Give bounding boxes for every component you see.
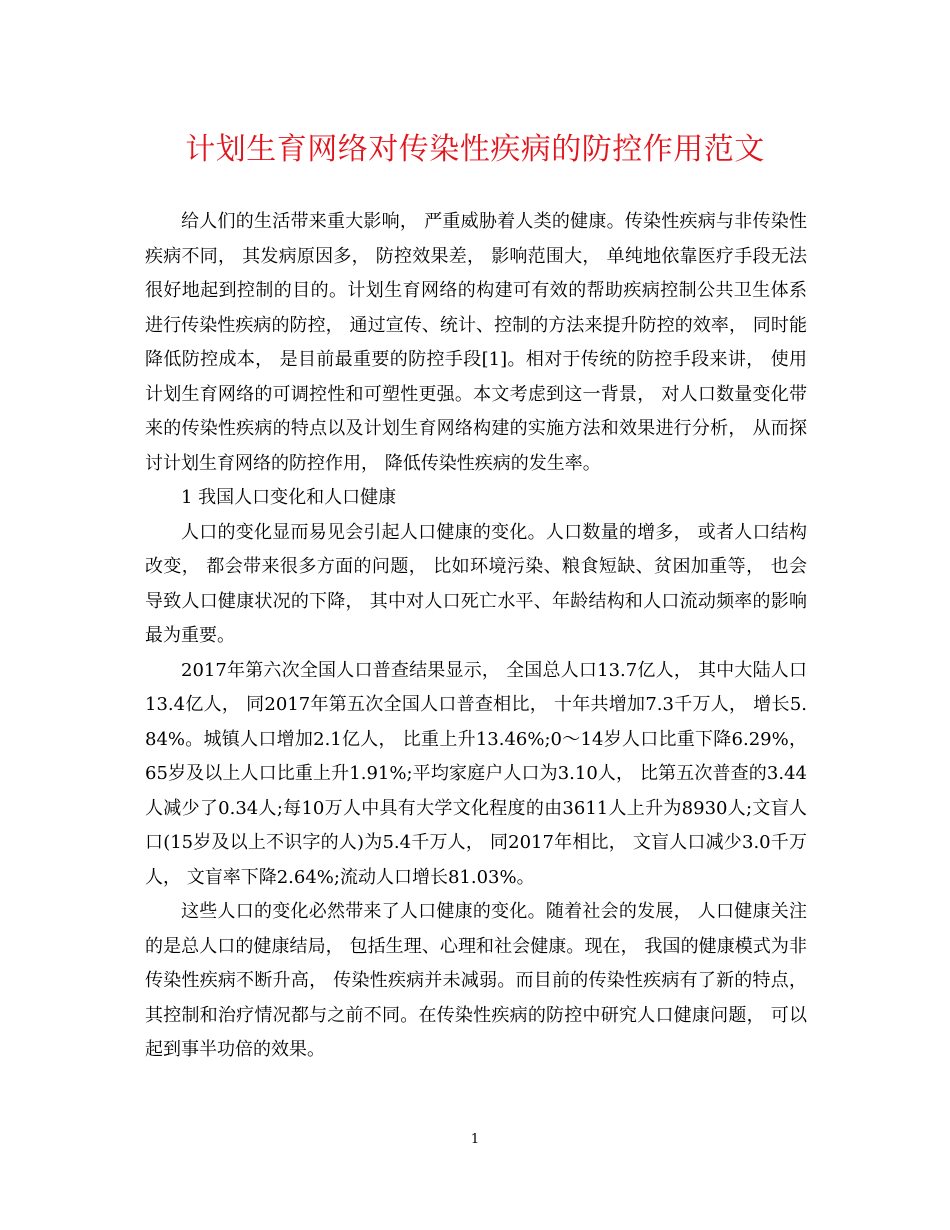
document-title: 计划生育网络对传染性疾病的防控作用范文 [185, 132, 765, 167]
section-heading: 1 我国人口变化和人口健康 [181, 487, 397, 508]
document-body [145, 205, 807, 1068]
paragraph-census-results: 2017年第六次全国人口普查结果显示， 全国总人口13.7亿人， 其中大陆人口13.4亿人， 同2017年第五次全国人口普查相比， 十年共增加7.3千万人， 增长5.84%。城镇人口增加2.1亿人， 比重上升13.46%;0～14岁人口比重下降6.29%， 65岁及以上人口比重上升1.91%;平均家庭户人口为3.10人， 比第五次普查的3.44人减少了0.34人;每10万人中具有大学文化程度的由3611人上升为8930人;文盲人口(15岁及以上不识字的人)为5.4千万人， 同2017年相比， 文盲人口减少3.0千万人， 文盲率下降2.64%;流动人口增长81.03%。 [145, 659, 807, 888]
page-number: 1 [470, 1132, 480, 1147]
paragraph-population-change: 人口的变化显而易见会引起人口健康的变化。人口数量的增多， 或者人口结构改变， 都会带来很多方面的问题， 比如环境污染、粮食短缺、贫困加重等， 也会导致人口健康状况的下降， 其中对人口死亡水平、年龄结构和人口流动频率的影响最为重要。 [145, 521, 807, 646]
paragraph-health-impact: 这些人口的变化必然带来了人口健康的变化。随着社会的发展， 人口健康关注的是总人口的健康结局， 包括生理、心理和社会健康。现在， 我国的健康模式为非传染性疾病不断升高， 传染性疾病并未减弱。而目前的传染性疾病有了新的特点， 其控制和治疗情况都与之前不同。在传染性疾病的防控中研究人口健康问题， 可以起到事半功倍的效果。 [145, 901, 807, 1060]
paragraph-intro: 给人们的生活带来重大影响， 严重威胁着人类的健康。传染性疾病与非传染性疾病不同， 其发病原因多， 防控效果差， 影响范围大， 单纯地依靠医疗手段无法很好地起到控制的目的。计划生育网络的构建可有效的帮助疾病控制公共卫生体系进行传染性疾病的防控， 通过宣传、统计、控制的方法来提升防控的效率， 同时能降低防控成本， 是目前最重要的防控手段[1]。相对于传统的防控手段来讲， 使用计划生育网络的可调控性和可塑性更强。本文考虑到这一背景， 对人口数量变化带来的传染性疾病的特点以及计划生育网络构建的实施方法和效果进行分析， 从而探讨计划生育网络的防控作用， 降低传染性疾病的发生率。 [145, 211, 807, 474]
